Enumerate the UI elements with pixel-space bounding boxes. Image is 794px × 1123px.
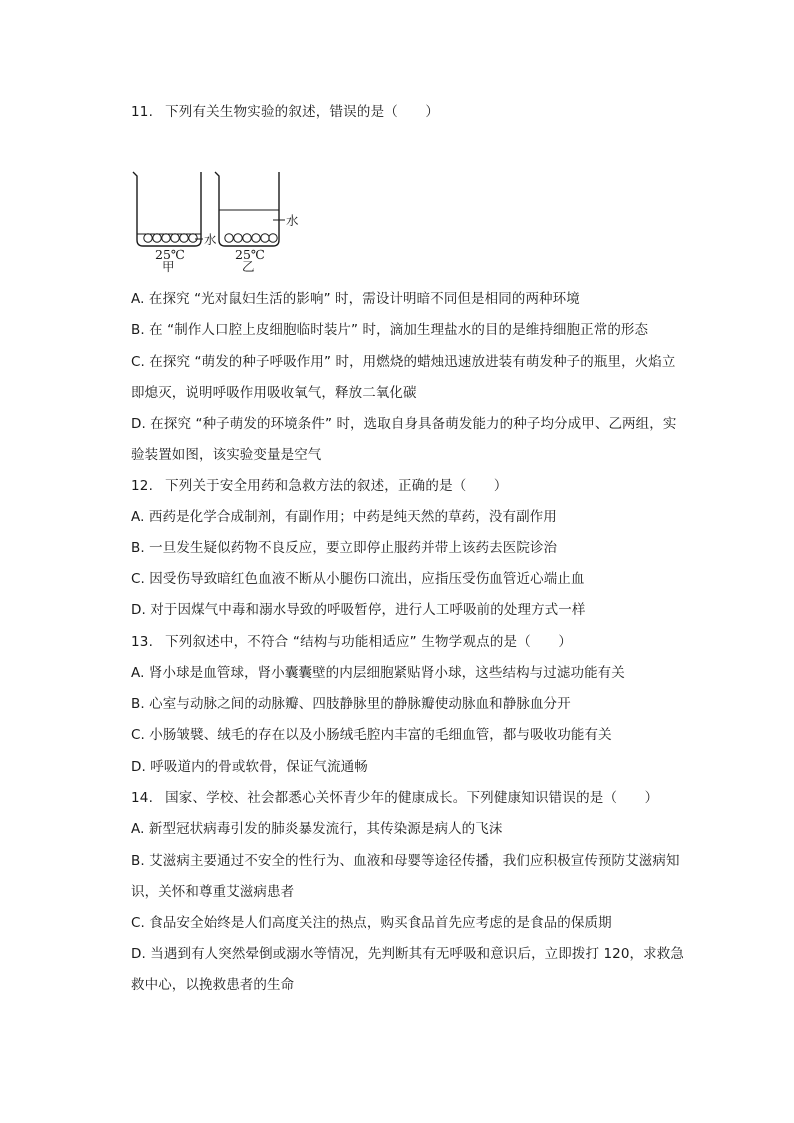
question-11-text: 下列有关生物实验的叙述，错误的是（ ） — [165, 104, 440, 120]
question-13-option-a[interactable]: A. 肾小球是血管球，肾小囊囊壁的内层细胞紧贴肾小球，这些结构与过滤功能有关 — [131, 665, 625, 681]
question-12-option-d[interactable]: D. 对于因煤气中毒和溺水导致的呼吸暂停，进行人工呼吸前的处理方式一样 — [131, 602, 586, 618]
question-12-option-b[interactable]: B. 一旦发生疑似药物不良反应，要立即停止服药并带上该药去医院诊治 — [131, 540, 558, 556]
beaker-jia — [133, 172, 217, 274]
question-14-option-b[interactable]: B. 艾滋病主要通过不安全的性行为、血液和母婴等途径传播，我们应积极宣传预防艾滋病知 — [131, 853, 680, 869]
question-12-stem — [131, 476, 508, 496]
question-11-option-a[interactable]: A. 在探究 “光对鼠妇生活的影响” 时，需设计明暗不同但是相同的两种环境 — [131, 291, 580, 307]
question-13-number: 13. — [131, 634, 154, 650]
temp-label-jia: 25℃ — [155, 247, 185, 262]
question-14-text: 国家、学校、社会都悉心关怀青少年的健康成长。下列健康知识错误的是（ ） — [165, 790, 659, 806]
question-12-text: 下列关于安全用药和急救方法的叙述，正确的是（ ） — [165, 478, 508, 494]
question-13-option-d[interactable]: D. 呼吸道内的骨或软骨，保证气流通畅 — [131, 759, 368, 775]
question-13-stem — [131, 632, 572, 652]
question-11-option-c-cont: 即熄灭，说明呼吸作用吸收氧气，释放二氧化碳 — [131, 385, 417, 401]
question-12-number: 12. — [131, 478, 154, 494]
beaker-figure — [131, 160, 331, 280]
water-label-jia: 水 — [204, 232, 217, 247]
question-14-option-c[interactable]: C. 食品安全始终是人们高度关注的热点，购买食品首先应考虑的是食品的保质期 — [131, 915, 612, 931]
seeds-jia — [144, 234, 197, 242]
question-14-stem — [131, 788, 658, 808]
question-13-option-c[interactable]: C. 小肠皱襞、绒毛的存在以及小肠绒毛腔内丰富的毛细血管，都与吸收功能有关 — [131, 727, 612, 743]
question-11-number: 11. — [131, 104, 154, 120]
beaker-name-yi: 乙 — [242, 259, 255, 274]
question-14-number: 14. — [131, 790, 154, 806]
question-14-option-d[interactable]: D. 当遇到有人突然晕倒或溺水等情况，先判断其有无呼吸和意识后，立即拨打 120，求救急 — [131, 946, 684, 962]
seeds-yi — [225, 234, 277, 242]
question-13-text: 下列叙述中，不符合 “结构与功能相适应” 生物学观点的是（ ） — [165, 634, 573, 650]
question-14-option-b-cont: 识，关怀和尊重艾滋病患者 — [131, 884, 295, 900]
beaker-yi — [215, 172, 299, 274]
question-12-option-a[interactable]: A. 西药是化学合成制剂，有副作用；中药是纯天然的草药，没有副作用 — [131, 509, 557, 525]
question-11-stem — [131, 102, 439, 122]
water-label-yi: 水 — [286, 213, 299, 228]
question-11-option-c[interactable]: C. 在探究 “萌发的种子呼吸作用” 时，用燃烧的蜡烛迅速放进装有萌发种子的瓶里，火焰立 — [131, 354, 676, 370]
question-14-option-a[interactable]: A. 新型冠状病毒引发的肺炎暴发流行，其传染源是病人的飞沫 — [131, 821, 503, 837]
temp-label-yi: 25℃ — [235, 247, 265, 262]
question-12-option-c[interactable]: C. 因受伤导致暗红色血液不断从小腿伤口流出，应指压受伤血管近心端止血 — [131, 571, 585, 587]
question-13-option-b[interactable]: B. 心室与动脉之间的动脉瓣、四肢静脉里的静脉瓣使动脉血和静脉血分开 — [131, 696, 571, 712]
beaker-name-jia: 甲 — [162, 259, 175, 274]
question-11-option-b[interactable]: B. 在 “制作人口腔上皮细胞临时装片” 时，滴加生理盐水的目的是维持细胞正常的形态 — [131, 322, 649, 338]
question-11-option-d[interactable]: D. 在探究 “种子萌发的环境条件” 时，选取自身具备萌发能力的种子均分成甲、乙两组，实 — [131, 416, 677, 432]
question-11-option-d-cont: 验装置如图，该实验变量是空气 — [131, 447, 322, 463]
question-14-option-d-cont: 救中心，以挽救患者的生命 — [131, 977, 295, 993]
